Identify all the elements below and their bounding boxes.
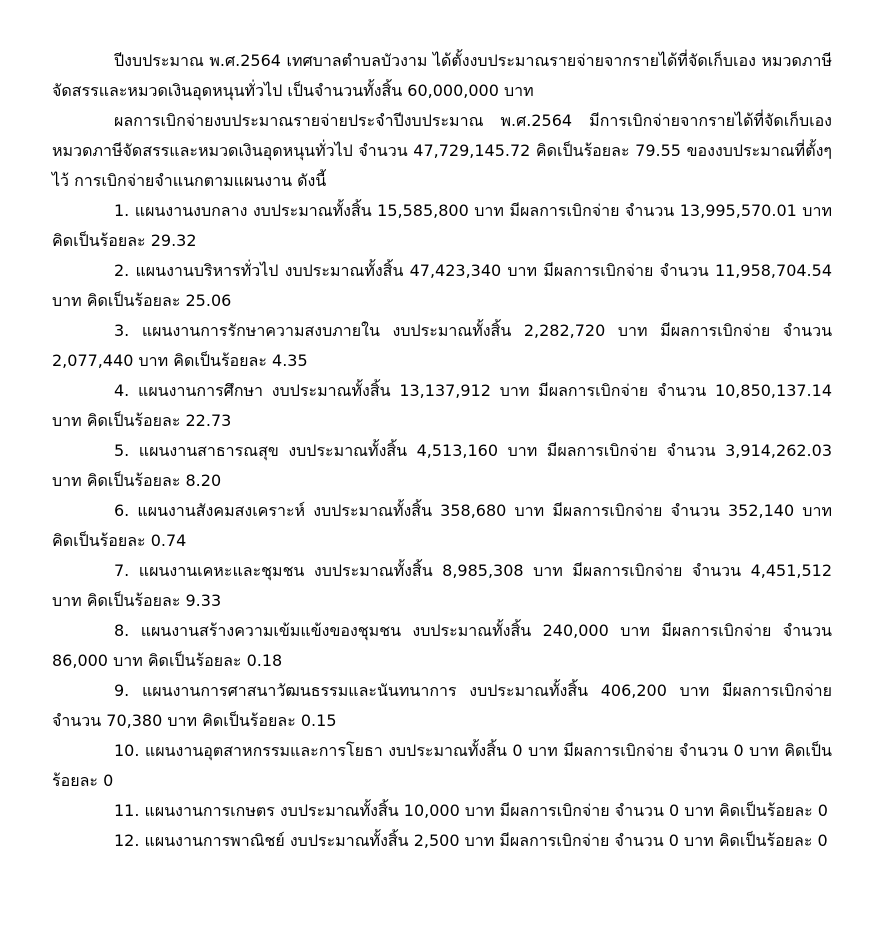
plan-item-industry-public-works: 10. แผนงานอุตสาหกรรมและการโยธา งบประมาณทั้งสิ้น 0 บาท มีผลการเบิกจ่าย จำนวน 0 บาท คิดเป็นร้อยละ 0 (52, 741, 832, 790)
plan-item-education: 4. แผนงานการศึกษา งบประมาณทั้งสิ้น 13,137,912 บาท มีผลการเบิกจ่าย จำนวน 10,850,137.14 บาท คิดเป็นร้อยละ 22.73 (52, 381, 832, 430)
plan-item-community-strengthening: 8. แผนงานสร้างความเข้มแข้งของชุมชน งบประมาณทั้งสิ้น 240,000 บาท มีผลการเบิกจ่าย จำนวน 86,000 บาท คิดเป็นร้อยละ 0.18 (52, 621, 832, 670)
plan-item-general-administration: 2. แผนงานบริหารทั่วไป งบประมาณทั้งสิ้น 47,423,340 บาท มีผลการเบิกจ่าย จำนวน 11,958,704.54 บาท คิดเป็นร้อยละ 25.06 (52, 261, 832, 310)
plan-item-internal-security: 3. แผนงานการรักษาความสงบภายใน งบประมาณทั้งสิ้น 2,282,720 บาท มีผลการเบิกจ่าย จำนวน 2,077,440 บาท คิดเป็นร้อยละ 4.35 (52, 321, 832, 370)
plan-item-housing-community: 7. แผนงานเคหะและชุมชน งบประมาณทั้งสิ้น 8,985,308 บาท มีผลการเบิกจ่าย จำนวน 4,451,512 บาท คิดเป็นร้อยละ 9.33 (52, 561, 832, 610)
plan-item-commerce: 12. แผนงานการพาณิชย์ งบประมาณทั้งสิ้น 2,500 บาท มีผลการเบิกจ่าย จำนวน 0 บาท คิดเป็นร้อยละ 0 (114, 831, 828, 850)
plan-item-religion-culture-recreation: 9. แผนงานการศาสนาวัฒนธรรมและนันทนาการ งบประมาณทั้งสิ้น 406,200 บาท มีผลการเบิกจ่าย จำนวน 70,380 บาท คิดเป็นร้อยละ 0.15 (52, 681, 832, 730)
plan-item-central-budget: 1. แผนงานงบกลาง งบประมาณทั้งสิ้น 15,585,800 บาท มีผลการเบิกจ่าย จำนวน 13,995,570.01 บาท คิดเป็นร้อยละ 29.32 (52, 201, 832, 250)
document-body (52, 46, 832, 856)
intro-disbursement-paragraph: ผลการเบิกจ่ายงบประมาณรายจ่ายประจำปีงบประมาณ พ.ศ.2564 มีการเบิกจ่ายจากรายได้ที่จัดเก็บเอง หมวดภาษีจัดสรรและหมวดเงินอุดหนุนทั่วไป จำนวน 47,729,145.72 คิดเป็นร้อยละ 79.55 ของงบประมาณที่ตั้งๆไว้ การเบิกจ่ายจำแนกตามแผนงาน ดังนี้ (52, 111, 832, 190)
plan-item-public-health: 5. แผนงานสาธารณสุข งบประมาณทั้งสิ้น 4,513,160 บาท มีผลการเบิกจ่าย จำนวน 3,914,262.03 บาท คิดเป็นร้อยละ 8.20 (52, 441, 832, 490)
plan-item-agriculture: 11. แผนงานการเกษตร งบประมาณทั้งสิ้น 10,000 บาท มีผลการเบิกจ่าย จำนวน 0 บาท คิดเป็นร้อยละ 0 (114, 801, 828, 820)
plan-item-social-welfare: 6. แผนงานสังคมสงเคราะห์ งบประมาณทั้งสิ้น 358,680 บาท มีผลการเบิกจ่าย จำนวน 352,140 บาท คิดเป็นร้อยละ 0.74 (52, 501, 832, 550)
intro-budget-paragraph: ปีงบประมาณ พ.ศ.2564 เทศบาลตำบลบัวงาม ได้ตั้งงบประมาณรายจ่ายจากรายได้ที่จัดเก็บเอง หมวดภาษีจัดสรรและหมวดเงินอุดหนุนทั่วไป เป็นจำนวนทั้งสิ้น 60,000,000 บาท (52, 51, 832, 100)
